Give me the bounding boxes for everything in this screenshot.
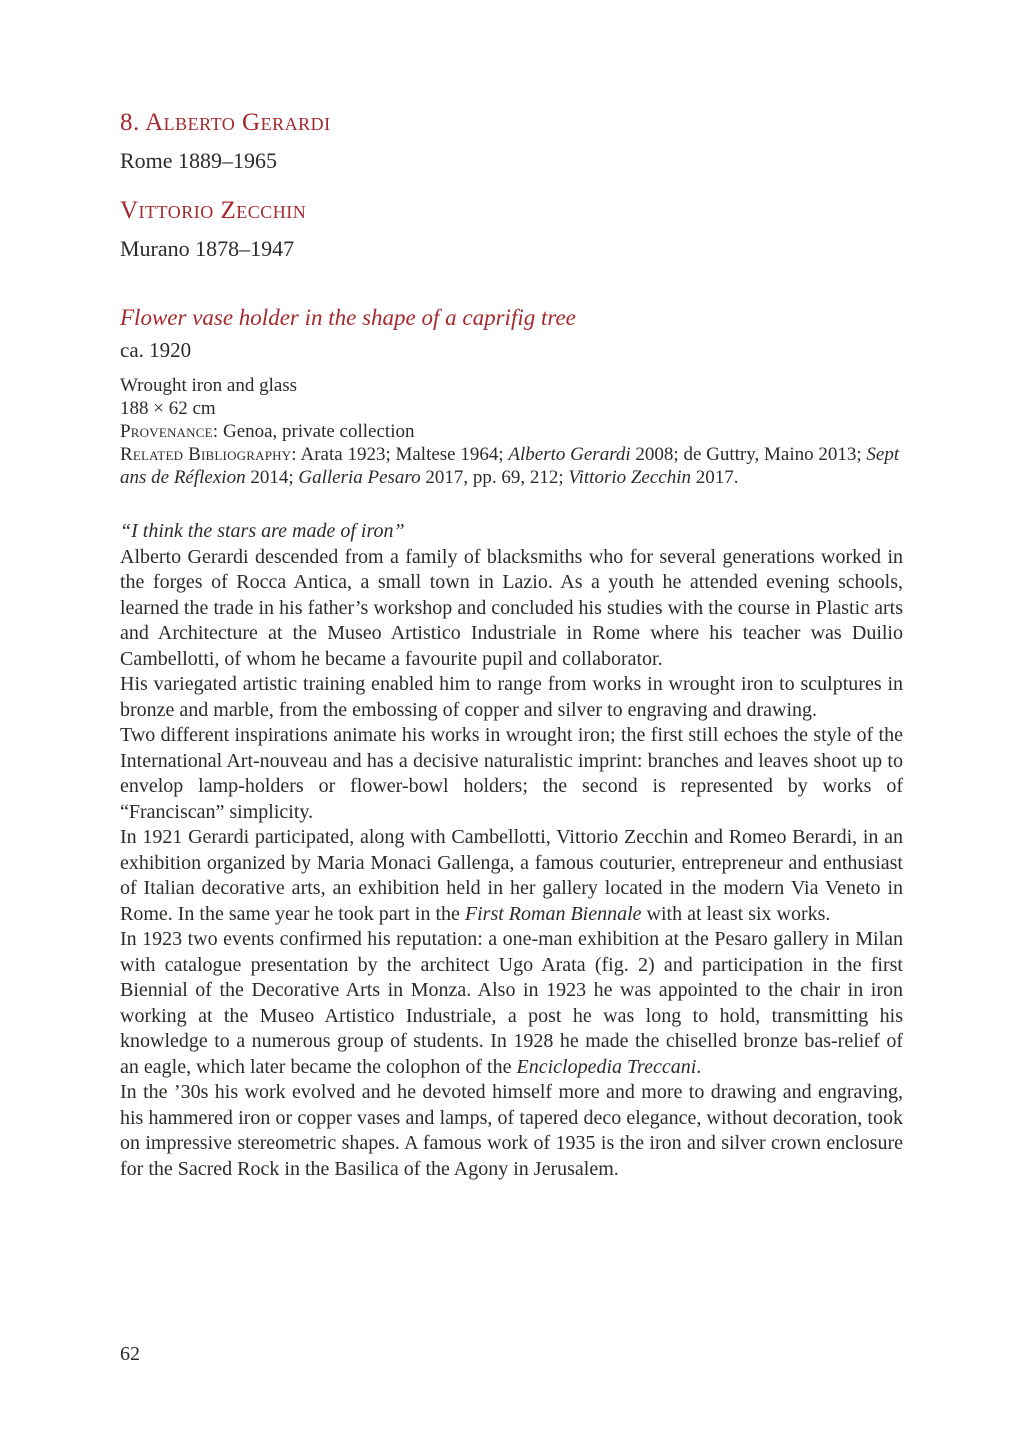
essay-paragraph: Alberto Gerardi descended from a family of blacksmiths who for several generations worked in the forges of Rocca Antica, a small town in Lazio. As a youth he attended evening schools, learned the trade in his father’s workshop and concluded his studies with the course in Plastic arts and Architecture at the Museo Artistico Industriale in Rome where his teacher was Duilio Cambellotti, of whom he became a favourite pupil and collaborator. [120,545,903,670]
entry-number-and-artist-name: 8. Alberto Gerardi [120,109,331,136]
work-title: Flower vase holder in the shape of a caprifig tree [120,305,576,330]
work-materials: Wrought iron and glass [120,375,298,396]
second-artist-name: Vittorio Zecchin [120,197,307,224]
work-details [120,302,903,489]
artist-dates-zecchin: Murano 1878–1947 [120,236,295,261]
essay-epigraph: “I think the stars are made of iron” [120,520,405,542]
work-date: ca. 1920 [120,338,192,362]
work-dimensions: 188 × 62 cm [120,398,216,419]
essay-paragraph: In the ’30s his work evolved and he devoted himself more and more to drawing and engraving, his hammered iron or copper vases and lamps, of tapered deco elegance, without decoration, took on impressive stereometric shapes. A famous work of 1935 is the iron and silver crown enclosure for the Sacred Rock in the Basilica of the Agony in Jerusalem. [120,1081,903,1180]
essay-paragraph: In 1923 two events confirmed his reputation: a one-man exhibition at the Pesaro gallery in Milan with catalogue presentation by the architect Ugo Arata (fig. 2) and participation in the first Biennial of the Decorative Arts in Monza. Also in 1923 he was appointed to the chair in iron working at the Museo Artistico Industriale, a post he was long to hold, transmitting his knowledge to a numerous group of students. In 1928 he made the chiselled bronze bas-relief of an eagle, which later became the colophon of the Enciclopedia Treccani. [120,928,903,1078]
entry-header [120,106,903,264]
essay-paragraph: In 1921 Gerardi participated, along with Cambellotti, Vittorio Zecchin and Romeo Berardi, in an exhibition organized by Maria Monaci Gallenga, a famous couturier, entrepreneur and enthusiast of Italian decorative arts, an exhibition held in her gallery located in the modern Via Veneto in Rome. In the same year he took part in the First Roman Biennale with at least six works. [120,826,903,925]
page-number: 62 [120,1343,140,1365]
provenance-line: Provenance: Genoa, private collection [120,421,415,442]
essay-paragraph: Two different inspirations animate his works in wrought iron; the first still echoes the style of the International Art-nouveau and has a decisive naturalistic imprint: branches and leaves shoot up to envelop lamp-holders or flower-bowl holders; the second is represented by works of “Franciscan” simplicity. [120,724,903,823]
essay-paragraph: His variegated artistic training enabled him to range from works in wrought iron to sculptures in bronze and marble, from the embossing of copper and silver to engraving and drawing. [120,673,903,721]
artist-dates-gerardi: Rome 1889–1965 [120,148,278,173]
work-meta [120,374,903,489]
artist-block-zecchin [120,194,903,264]
bibliography-line: Related Bibliography: Arata 1923; Maltese 1964; Alberto Gerardi 2008; de Guttry, Maino 2013; Sept ans de Réflexion 2014; Galleria Pesaro 2017, pp. 69, 212; Vittorio Zecchin 2017. [120,444,900,488]
essay-text [120,519,903,1182]
artist-block-gerardi [120,106,903,176]
